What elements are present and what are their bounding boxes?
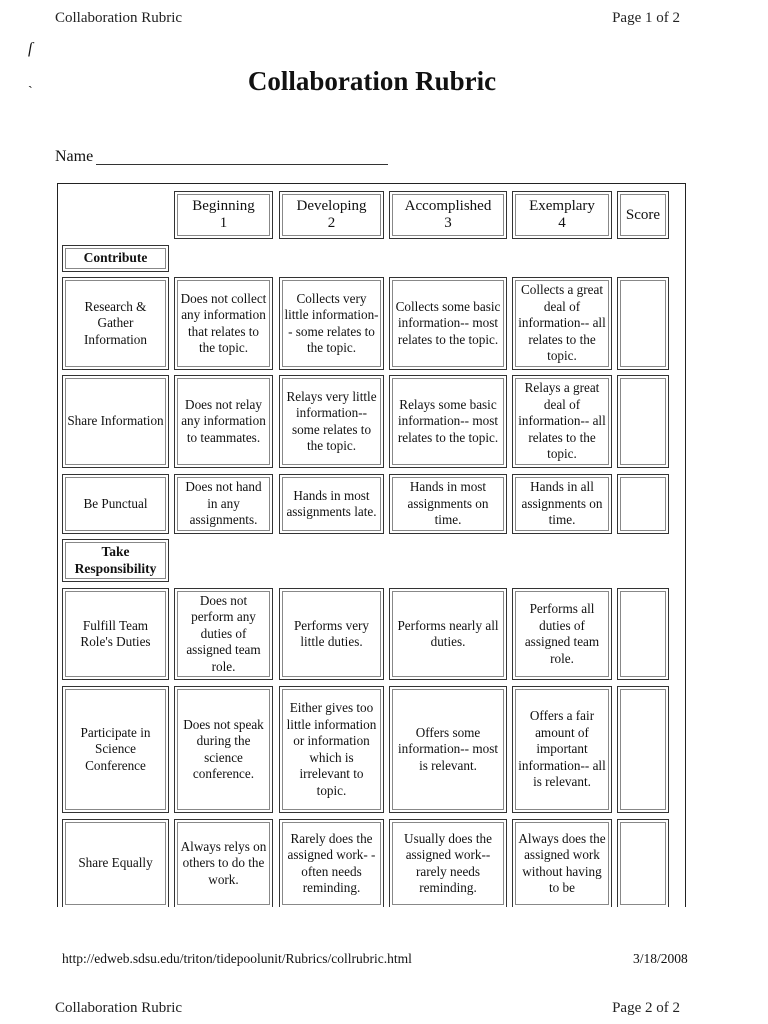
score-box[interactable]: [617, 588, 669, 680]
column-header-accomplished: [389, 191, 507, 239]
column-label: Exemplary: [529, 198, 595, 214]
rubric-cell-accomplished: Collects some basic information-- most relates to the topic.: [389, 277, 507, 370]
rubric-cell-developing: Hands in most assignments late.: [279, 474, 384, 534]
rubric-cell-developing: Collects very little information-- some relates to the topic.: [279, 277, 384, 370]
rubric-cell-beginning: Does not relay any information to teammates.: [174, 375, 273, 468]
column-label: Accomplished: [404, 198, 492, 214]
margin-mark: ſ: [28, 40, 33, 57]
running-header-title: Collaboration Rubric: [55, 10, 183, 26]
column-points: 2: [327, 215, 336, 231]
rubric-cell-exemplary: Always does the assigned work without having to be: [512, 819, 612, 907]
document-title: Collaboration Rubric: [247, 66, 497, 96]
source-url: http://edweb.sdsu.edu/triton/tidepoolunit/Rubrics/collrubric.html: [62, 951, 412, 966]
name-label: Name: [55, 148, 94, 165]
rubric-cell-beginning: Does not perform any duties of assigned team role.: [174, 588, 273, 680]
score-box[interactable]: [617, 686, 669, 813]
rubric-cell-accomplished: Performs nearly all duties.: [389, 588, 507, 680]
score-box[interactable]: [617, 819, 669, 907]
criterion-cell: Be Punctual: [62, 474, 169, 534]
score-box[interactable]: [617, 277, 669, 370]
score-box[interactable]: [617, 474, 669, 534]
rubric-cell-beginning: Does not speak during the science conference.: [174, 686, 273, 813]
rubric-cell-accomplished: Relays some basic information-- most relates to the topic.: [389, 375, 507, 468]
rubric-cell-accomplished: Offers some information-- most is relevant.: [389, 686, 507, 813]
column-points: 3: [444, 215, 452, 231]
next-page-label: Page 2 of 2: [612, 1000, 680, 1016]
rubric-cell-accomplished: Usually does the assigned work-- rarely needs reminding.: [389, 819, 507, 907]
section-heading-contribute: Contribute: [62, 245, 169, 272]
rubric-cell-developing: Rarely does the assigned work- -often needs reminding.: [279, 819, 384, 907]
score-box[interactable]: [617, 375, 669, 468]
rubric-cell-developing: Relays very little information-- some relates to the topic.: [279, 375, 384, 468]
name-field-line: [96, 164, 388, 165]
column-label: Developing: [296, 198, 367, 214]
print-date: 3/18/2008: [633, 951, 688, 966]
rubric-cell-exemplary: Relays a great deal of information-- all relates to the topic.: [512, 375, 612, 468]
column-header-developing: [279, 191, 384, 239]
next-page-running-title: Collaboration Rubric: [55, 1000, 183, 1016]
rubric-cell-exemplary: Performs all duties of assigned team role.: [512, 588, 612, 680]
column-header-beginning: [174, 191, 273, 239]
rubric-cell-exemplary: Collects a great deal of information-- all relates to the topic.: [512, 277, 612, 370]
column-points: 1: [219, 215, 228, 231]
column-header-exemplary: [512, 191, 612, 239]
rubric-cell-developing: Performs very little duties.: [279, 588, 384, 680]
rubric-cell-exemplary: Hands in all assignments on time.: [512, 474, 612, 534]
rubric-cell-accomplished: Hands in most assignments on time.: [389, 474, 507, 534]
rubric-cell-beginning: Does not collect any information that relates to the topic.: [174, 277, 273, 370]
criterion-cell: Share Equally: [62, 819, 169, 907]
rubric-cell-exemplary: Offers a fair amount of important information-- all is relevant.: [512, 686, 612, 813]
column-header-score: Score: [617, 191, 669, 239]
rubric-cell-beginning: Does not hand in any assignments.: [174, 474, 273, 534]
criterion-cell: Share Information: [62, 375, 169, 468]
criterion-cell: Research & Gather Information: [62, 277, 169, 370]
column-label: Beginning: [192, 198, 255, 214]
rubric-cell-developing: Either gives too little information or information which is irrelevant to topic.: [279, 686, 384, 813]
criterion-cell: Participate in Science Conference: [62, 686, 169, 813]
column-points: 4: [558, 215, 566, 231]
rubric-cell-beginning: Always relys on others to do the work.: [174, 819, 273, 907]
margin-mark: ˎ: [28, 74, 33, 89]
running-header-page: Page 1 of 2: [612, 10, 680, 26]
criterion-cell: Fulfill Team Role's Duties: [62, 588, 169, 680]
section-heading-take-responsibility: Take Responsibility: [62, 539, 169, 582]
